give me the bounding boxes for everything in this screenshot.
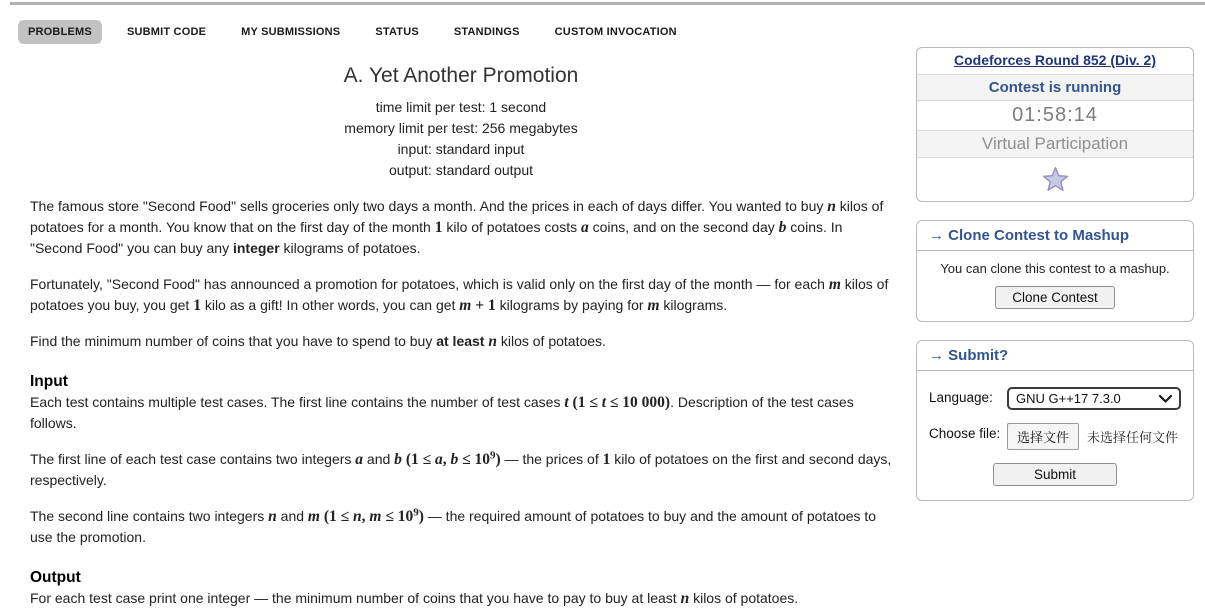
- input-paragraph: The first line of each test case contains two integers a and b (1 ≤ a, $b \le 10^9$) — the prices of 1 kilo of potatoes on the first and second days, respectively.: [30, 449, 892, 488]
- star-icon[interactable]: [1042, 166, 1069, 192]
- tab-standings[interactable]: STANDINGS: [453, 26, 520, 38]
- file-control: [1007, 423, 1178, 450]
- output-heading: Output: [30, 569, 81, 586]
- favorite-row: [917, 158, 1193, 201]
- contest-title-row: [917, 48, 1193, 75]
- clone-caption: → Clone Contest to Mashup: [917, 221, 1193, 251]
- input-paragraph: The second line contains two integers n and m (1 ≤ n, $m \le 10^9$) — the required amount of potatoes to buy and the amount of potatoes to use the promotion.: [30, 506, 877, 545]
- choose-file-label: Choose file:: [929, 426, 1001, 441]
- file-status: 未选择任何文件: [1087, 430, 1179, 445]
- top-divider: [10, 2, 1205, 5]
- input-heading: Input: [30, 373, 68, 390]
- statement-paragraph: The famous store "Second Food" sells groceries only two days a month. And the prices in each of days differ. You wanted to buy n kilos of potatoes for a month. You know that on the first day of the month 1 kilo of potatoes costs a coins, and on the second day b coins. In "Second Food" you can buy any integer kilograms of potatoes.: [30, 198, 884, 256]
- submit-button[interactable]: Submit: [993, 463, 1117, 486]
- tab-status[interactable]: STATUS: [375, 26, 419, 38]
- input-spec: input: standard input: [397, 141, 525, 157]
- contest-status: Contest is running: [917, 75, 1193, 101]
- clone-description: You can clone this contest to a mashup.: [940, 261, 1170, 276]
- language-value: GNU G++17 7.3.0: [1016, 391, 1121, 406]
- output-spec: output: standard output: [389, 162, 533, 178]
- tab-custom-invocation[interactable]: CUSTOM INVOCATION: [554, 26, 677, 38]
- contest-tabs: [18, 20, 687, 44]
- submit-box: [916, 340, 1194, 501]
- contest-timer: 01:58:14: [917, 101, 1193, 131]
- chevron-down-icon: [1159, 395, 1172, 403]
- problem-title: A. Yet Another Promotion: [343, 64, 579, 87]
- problem-limits: [30, 97, 892, 181]
- participation-mode: Virtual Participation: [917, 131, 1193, 158]
- memory-limit: memory limit per test: 256 megabytes: [344, 120, 578, 136]
- clone-contest-button[interactable]: Clone Contest: [995, 286, 1115, 309]
- file-row: [929, 423, 1181, 450]
- problem-statement: [30, 64, 892, 609]
- output-paragraph: For each test case print one integer — the minimum number of coins that you have to pay to buy at least n kilos of potatoes.: [30, 590, 799, 607]
- clone-body: [917, 251, 1193, 321]
- clone-contest-box: [916, 220, 1194, 322]
- submit-form: [917, 371, 1193, 500]
- language-label: Language:: [929, 390, 993, 405]
- choose-file-button[interactable]: 选择文件: [1007, 423, 1079, 450]
- tab-problems[interactable]: PROBLEMS: [18, 20, 102, 44]
- language-row: [929, 387, 1181, 410]
- contest-link[interactable]: Codeforces Round 852 (Div. 2): [953, 52, 1156, 68]
- language-select[interactable]: [1007, 387, 1181, 410]
- contest-info-box: [916, 47, 1194, 202]
- statement-paragraph: Find the minimum number of coins that you have to spend to buy at least n kilos of potatoes.: [30, 333, 606, 350]
- tab-my-submissions[interactable]: MY SUBMISSIONS: [241, 26, 341, 38]
- statement-paragraph: Fortunately, "Second Food" has announced a promotion for potatoes, which is valid only on the first day of the month — for each m kilos of potatoes you buy, you get 1 kilo as a gift! In other words, you can get m + 1 kilograms by paying for m kilograms.: [30, 276, 889, 314]
- tab-submit-code[interactable]: SUBMIT CODE: [126, 26, 207, 38]
- submit-caption: → Submit?: [917, 341, 1193, 371]
- time-limit: time limit per test: 1 second: [375, 99, 547, 115]
- sidebar: [916, 47, 1194, 519]
- input-paragraph: Each test contains multiple test cases. The first line contains the number of test cases t (1 ≤ t ≤ 10 000). Description of the test cases follows.: [30, 394, 854, 431]
- statement-body: [30, 196, 892, 609]
